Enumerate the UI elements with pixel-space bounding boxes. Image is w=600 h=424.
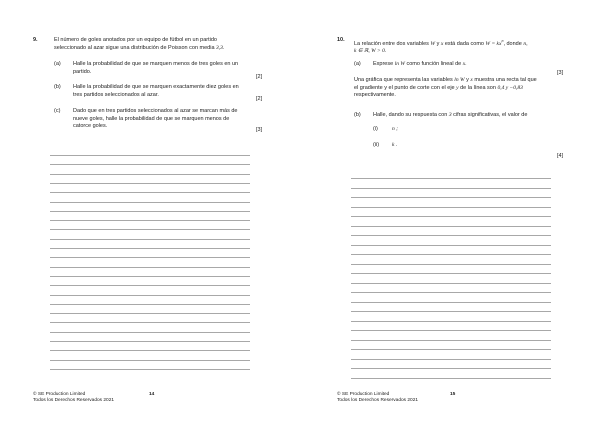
answer-line [50,183,250,184]
question-number: 9. [33,37,38,43]
answer-line [50,276,250,277]
part-text-line: Dado que en tres partidos seleccionados al azar se marcan más de [73,108,238,114]
answer-line [351,368,551,369]
preamble-line: respectivamente. [354,92,396,99]
answer-line [50,350,250,351]
answer-line [50,239,250,240]
answer-line [50,164,250,165]
answer-line [50,155,250,156]
part-text [73,84,239,99]
question-stem-line: seleccionado al azar sigue una distribución de Poisson con media [54,44,215,51]
subpart-label: (ii) [373,142,380,148]
subpart-label: (i) [373,126,378,132]
formula-exponent: n [501,38,504,43]
answer-line [351,207,551,208]
part-text [373,112,527,120]
part-label: (b) [354,112,361,118]
preamble-line: el gradiente y el punto de corte con el eje [354,84,455,91]
question-number: 10. [337,37,345,43]
answer-line [50,202,250,203]
variable-x: x [470,77,473,83]
right-page [300,0,600,424]
copyright-text: © SE Production Limited [33,392,86,397]
rights-text: Todos los Derechos Reservados 2021 [33,398,115,404]
answer-line [50,304,250,305]
marks-label: [3] [256,127,263,133]
preamble-line: Una gráfica que representa las variables [354,77,453,83]
part-label: (a) [54,61,61,67]
answer-line [351,311,551,312]
preamble [354,77,537,100]
page-number: 14 [149,392,155,397]
page-number: 15 [450,392,456,397]
answer-line [351,254,551,255]
part-text-line: Halle la probabilidad de que se marquen exactamente diez goles en [73,84,239,90]
variable-w: W [430,40,436,47]
ln-w: ln W [454,77,465,83]
marks-label: [4] [557,153,564,159]
answer-line [351,321,551,322]
sig-figs: 3 [448,112,452,118]
part-text [73,61,238,76]
footer-copyright [33,392,114,405]
answer-line [50,229,250,230]
answer-line [50,257,250,258]
answer-line [351,273,551,274]
answer-line [50,248,250,249]
marks-label: [3] [557,70,564,76]
answer-line [351,340,551,341]
domain-condition: k ∈ ℝ, W > 0. [354,48,387,55]
subpart-variable: n ; [392,126,398,132]
answer-line [50,174,250,175]
ln-w: ln W [394,61,405,67]
part-text-line: como función lineal de [406,61,462,67]
answer-line [50,211,250,212]
answer-line [351,235,551,236]
answer-line [50,369,250,370]
part-text-line: Exprese [373,61,394,67]
variable-y: y [456,84,459,91]
answer-line [50,220,250,221]
conjunction: y [466,77,469,83]
part-label: (c) [54,108,61,114]
answer-line [50,332,250,333]
copyright-text: © SE Production Limited [337,392,390,397]
answer-line [351,245,551,246]
part-text-line: catorce goles. [73,123,108,130]
rights-text: Todos los Derechos Reservados 2021 [337,398,419,404]
question-stem-line: , donde [503,40,522,47]
marks-label: [2] [256,96,263,102]
answer-line [50,322,250,323]
variable-n: n [523,40,527,47]
answer-line [351,330,551,331]
part-label: (a) [354,61,361,67]
answer-line [351,216,551,217]
answer-line [351,378,551,379]
preamble-line: muestra una recta tal que [474,77,537,83]
variable-x: x [440,40,444,47]
answer-line [351,292,551,293]
answer-line [351,359,551,360]
answer-line [351,264,551,265]
part-text [373,61,467,69]
poisson-mean: 3,3. [216,44,225,51]
line-values: 0,4 y −0,83 [497,84,523,91]
part-text-line: cifras significativas, el valor de [453,112,528,118]
answer-line [50,267,250,268]
subpart-variable: k . [392,142,398,148]
part-text-line: Halle la probabilidad de que se marquen menos de tres goles en un [73,61,239,67]
answer-line [50,341,250,342]
answer-line [351,188,551,189]
answer-line [50,360,250,361]
question-stem-line: La relación entre dos variables [354,40,429,47]
question-stem-line: está dada como [444,40,484,47]
part-text-line: Halle, dando su respuesta con [373,112,448,118]
answer-line [351,178,551,179]
conjunction: y [436,40,440,47]
variable-x: x. [462,61,467,67]
answer-line [50,295,250,296]
answer-line [50,285,250,286]
answer-line [50,313,250,314]
answer-line [351,226,551,227]
preamble-line: de la línea son [460,84,496,91]
answer-line [351,283,551,284]
answer-line [50,192,250,193]
part-text [73,108,237,131]
part-text-line: partido. [73,68,92,75]
answer-line [351,302,551,303]
marks-label: [2] [256,74,263,80]
question-stem [354,37,528,56]
question-stem-line: El número de goles anotados por un equipo de fútbol en un partido [54,37,217,43]
question-stem [54,37,224,52]
formula: W = kx [485,40,502,47]
part-text-line: tres partidos seleccionados al azar. [73,91,159,98]
answer-line [351,349,551,350]
punctuation: , [526,40,528,47]
part-text-line: nueve goles, halle la probabilidad de que se marquen menos de [73,115,230,122]
part-label: (b) [54,84,61,90]
footer-copyright [337,392,418,405]
answer-line [351,197,551,198]
